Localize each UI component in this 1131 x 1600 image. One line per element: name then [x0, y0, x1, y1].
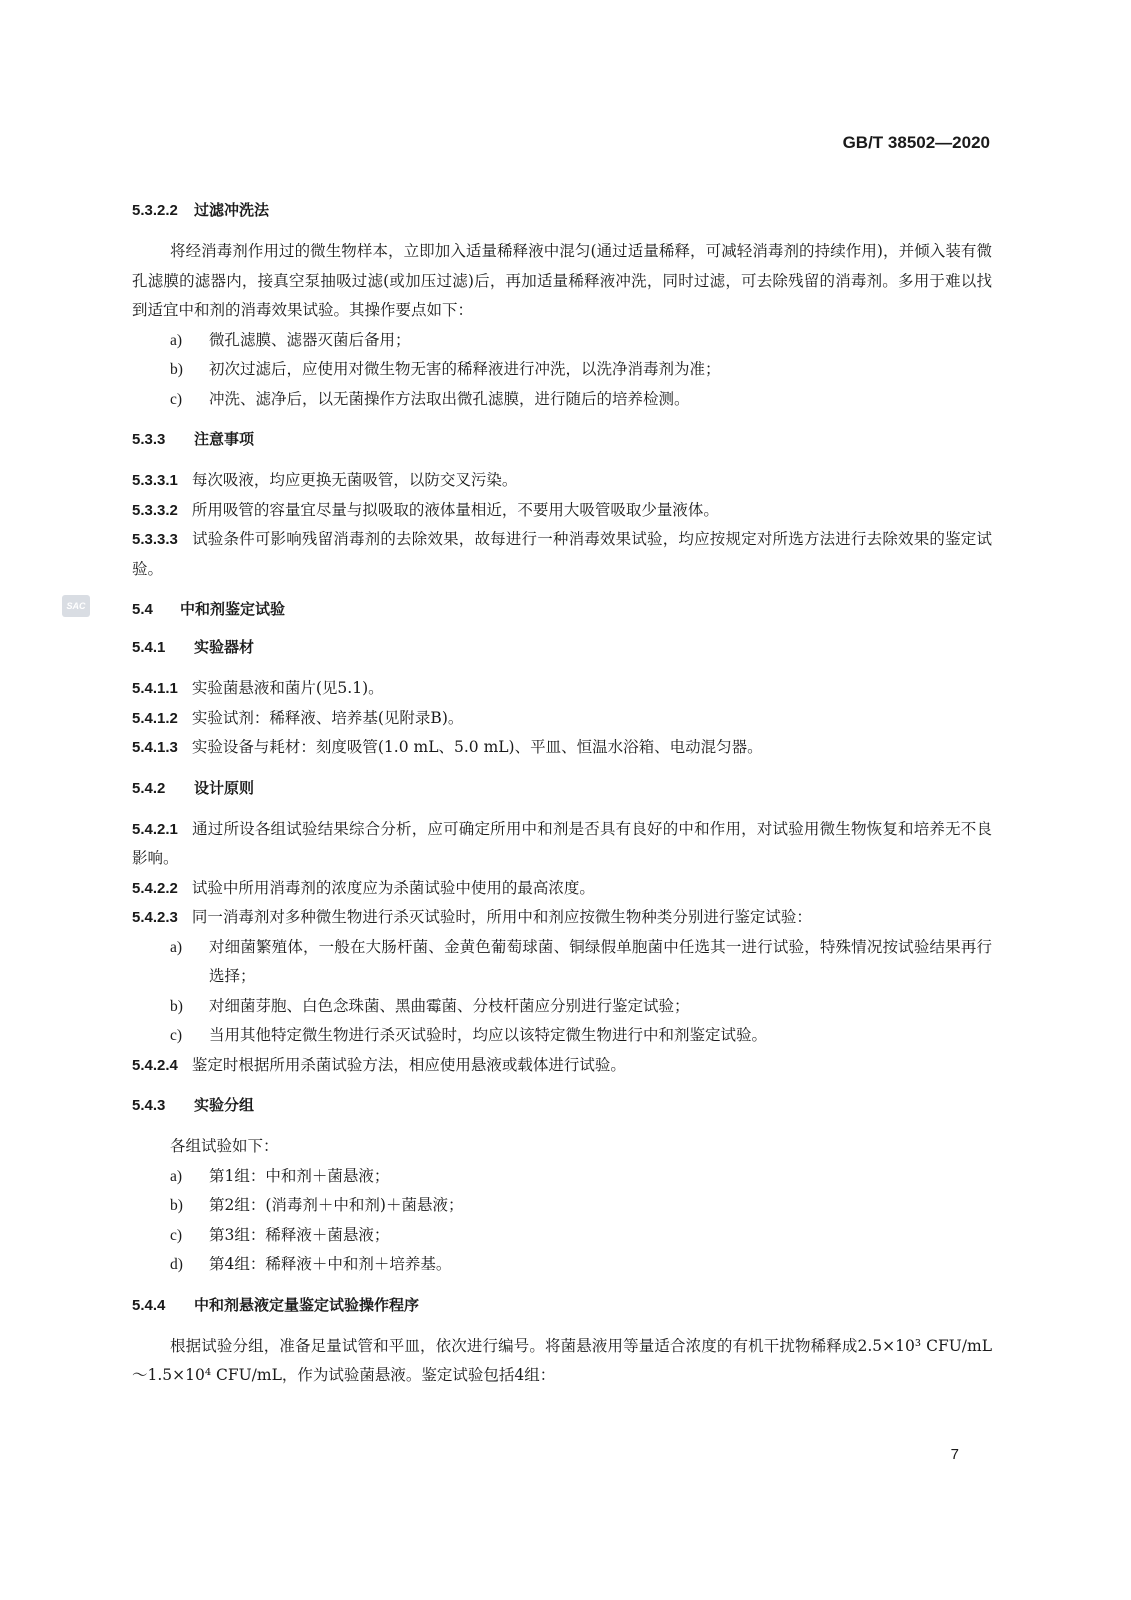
list-item: b) 初次过滤后，应使用对微生物无害的稀释液进行冲洗，以洗净消毒剂为准； [170, 360, 721, 378]
heading-5-4-4 [132, 1294, 992, 1317]
clause-5-4-1-1: 5.4.1.1 实验菌悬液和菌片(见5.1)。 [132, 679, 384, 697]
clause-5-4-2-2: 5.4.2.2 试验中所用消毒剂的浓度应为杀菌试验中使用的最高浓度。 [132, 878, 595, 897]
paragraph-groups-intro: 各组试验如下： [170, 1137, 279, 1155]
heading-5-4-3 [132, 1094, 992, 1117]
heading-5-4-2 [132, 777, 992, 800]
list-item: a) 对细菌繁殖体，一般在大肠杆菌、金黄色葡萄球菌、铜绿假单胞菌中任选其一进行试验，特殊情况按试验结果再行选择； [170, 937, 992, 985]
list-item: c) 当用其他特定微生物进行杀灭试验时，均应以该特定微生物进行中和剂鉴定试验。 [170, 1026, 768, 1044]
clause-5-4-2-4: 5.4.2.4 鉴定时根据所用杀菌试验方法，相应使用悬液或载体进行试验。 [132, 1055, 626, 1074]
heading-5-3-3 [132, 428, 992, 451]
list-item: b) 对细菌芽胞、白色念珠菌、黑曲霉菌、分枝杆菌应分别进行鉴定试验； [170, 996, 690, 1015]
heading-title: 中和剂鉴定试验 [180, 600, 286, 618]
clause-5-3-3-2: 5.3.3.2 所用吸管的容量宜尽量与拟吸取的液体量相近，不要用大吸管吸取少量液体。 [132, 500, 719, 519]
clause-5-4-1-3: 5.4.1.3 实验设备与耗材：刻度吸管(1.0 mL、5.0 mL)、平皿、恒温水浴箱、电动混匀器。 [132, 738, 763, 756]
sac-watermark-logo: SAC [62, 595, 90, 617]
clause-number: 5.4 [132, 601, 153, 618]
clause-5-3-3-3: 5.3.3.3 试验条件可影响残留消毒剂的去除效果，故每进行一种消毒效果试验，均应按规定对所选方法进行去除效果的鉴定试验。 [132, 530, 992, 578]
list-item: c) 第3组：稀释液＋菌悬液； [170, 1225, 390, 1244]
standard-number: GB/T 38502—2020 [842, 133, 990, 152]
heading-title: 注意事项 [194, 430, 255, 448]
clause-number: 5.4.3 [132, 1097, 166, 1114]
heading-title: 设计原则 [194, 778, 255, 797]
clause-number: 5.3.2.2 [132, 202, 178, 219]
heading-title: 中和剂悬液定量鉴定试验操作程序 [194, 1295, 420, 1314]
list-item: d) 第4组：稀释液＋中和剂＋培养基。 [170, 1255, 452, 1273]
clause-5-3-3-1: 5.3.3.1 每次吸液，均应更换无菌吸管，以防交叉污染。 [132, 471, 518, 489]
paragraph-procedure: 根据试验分组，准备足量试管和平皿，依次进行编号。将菌悬液用等量适合浓度的有机干扰物稀释成2.5×10³ CFU/mL～1.5×10⁴ CFU/mL，作为试验菌悬液。鉴定试验包括4组： [132, 1336, 992, 1384]
list-item: a) 第1组：中和剂＋菌悬液； [170, 1166, 390, 1185]
list-item: c) 冲洗、滤净后，以无菌操作方法取出微孔滤膜，进行随后的培养检测。 [170, 389, 690, 408]
paragraph-filter-rinse: 将经消毒剂作用过的微生物样本，立即加入适量稀释液中混匀(通过适量稀释，可减轻消毒剂的持续作用)，并倾入装有微孔滤膜的滤器内，接真空泵抽吸过滤(或加压过滤)后，再加适量稀释液冲洗，同时过滤，可去除残留的消毒剂。多用于难以找到适宜中和剂的消毒效果试验。其操作要点如下： [132, 242, 992, 319]
clause-5-4-2-1: 5.4.2.1 通过所设各组试验结果综合分析，应可确定所用中和剂是否具有良好的中和作用，对试验用微生物恢复和培养无不良影响。 [132, 819, 992, 867]
list-item: a) 微孔滤膜、滤器灭菌后备用； [170, 330, 411, 349]
heading-5-3-2-2 [132, 199, 992, 222]
clause-number: 5.4.1 [132, 639, 166, 656]
heading-5-4-1 [132, 636, 992, 659]
page-number: 7 [950, 1446, 959, 1463]
heading-title: 实验器材 [194, 638, 255, 656]
clause-5-4-1-2: 5.4.1.2 实验试剂：稀释液、培养基(见附录B)。 [132, 708, 464, 727]
list-item: b) 第2组：(消毒剂＋中和剂)＋菌悬液； [170, 1196, 464, 1214]
clause-number: 5.4.2 [132, 779, 166, 797]
clause-number: 5.4.4 [132, 1296, 166, 1314]
heading-5-4 [132, 598, 992, 621]
heading-title: 实验分组 [194, 1096, 255, 1114]
clause-5-4-2-3: 5.4.2.3 同一消毒剂对多种微生物进行杀灭试验时，所用中和剂应按微生物种类分别进行鉴定试验： [132, 908, 812, 926]
clause-number: 5.3.3 [132, 431, 166, 448]
heading-title: 过滤冲洗法 [194, 201, 270, 219]
document-body [132, 199, 992, 1391]
